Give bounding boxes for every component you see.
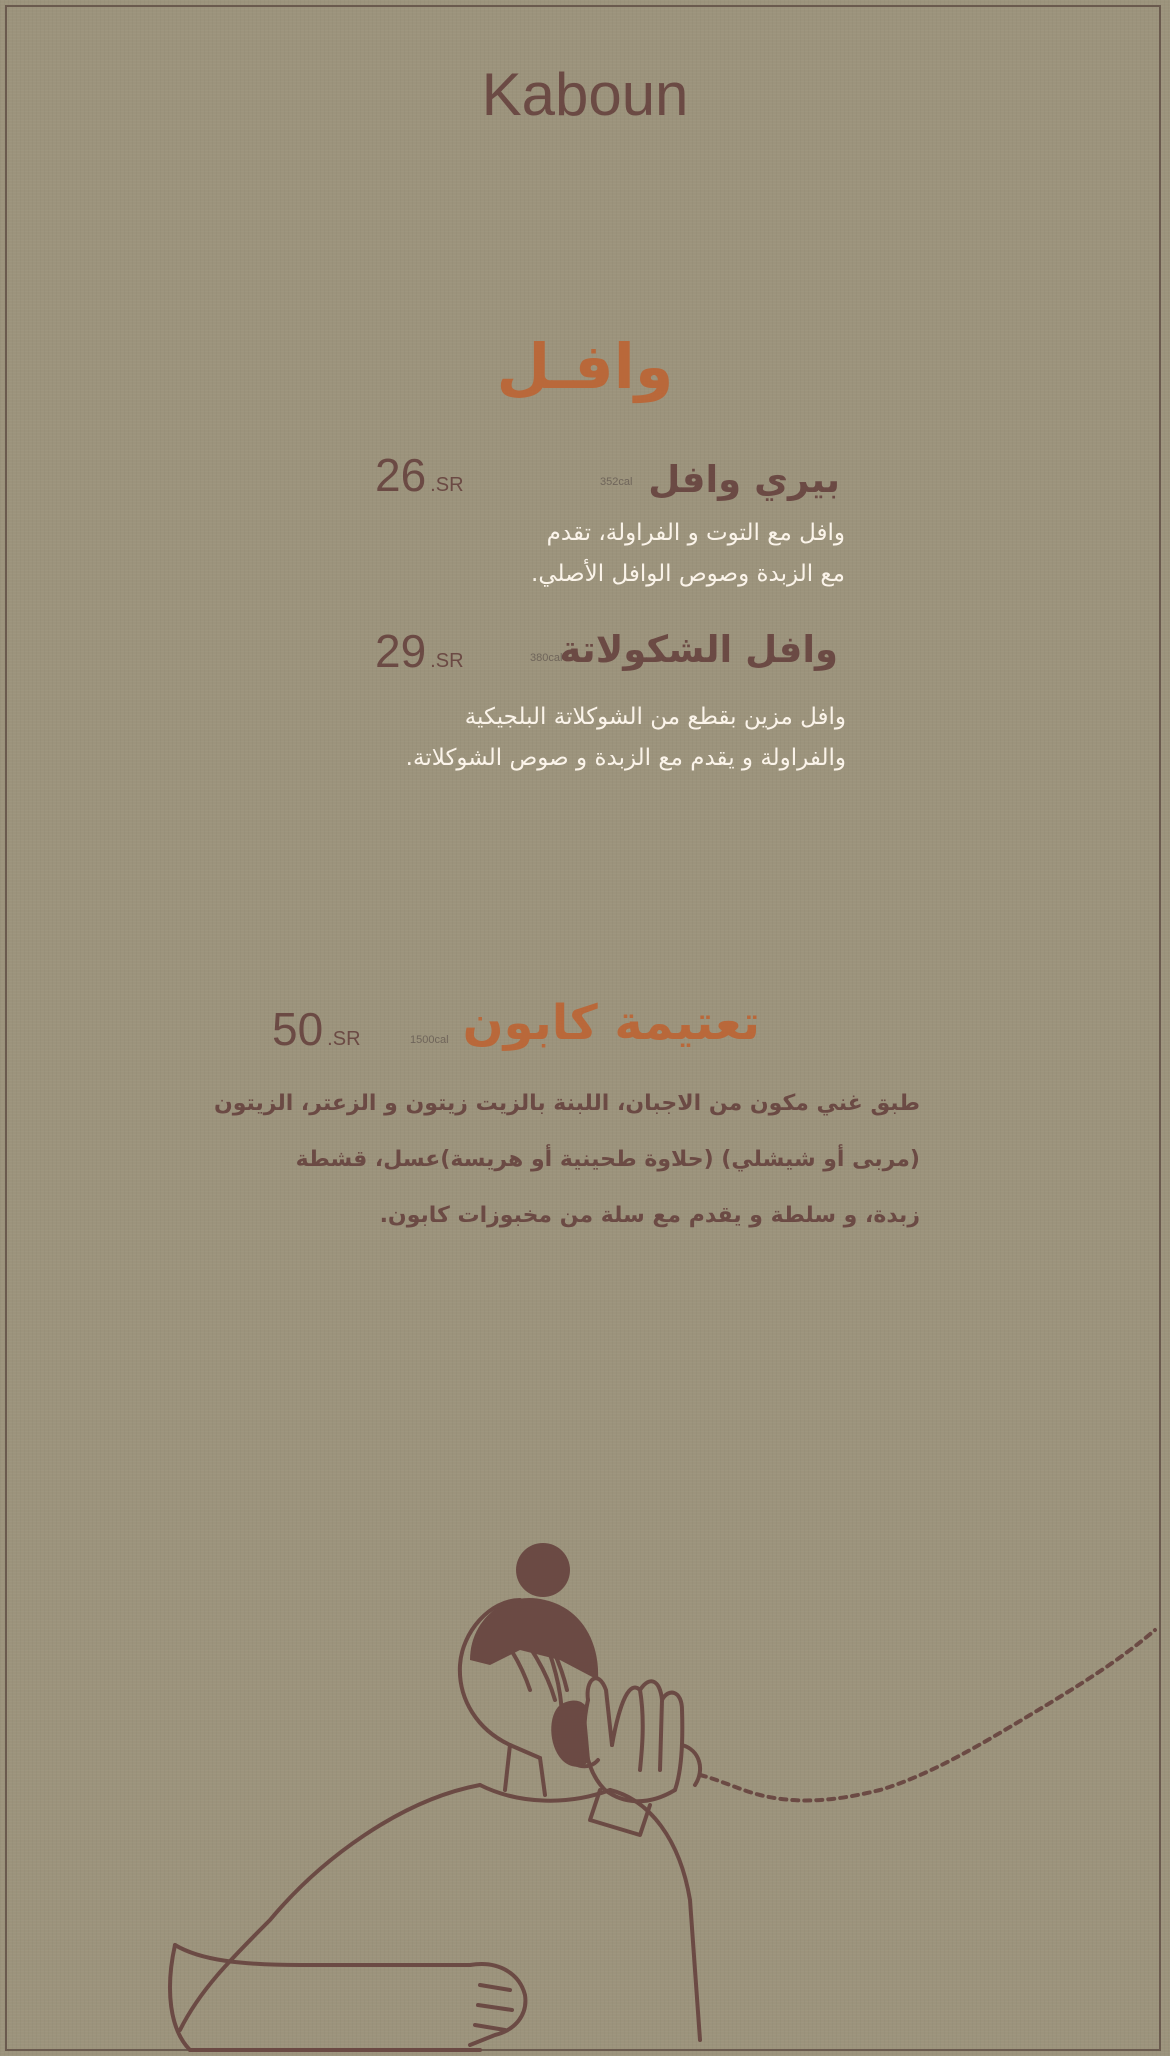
item-calories: 1500cal (410, 1034, 449, 1046)
price-value: 26 (375, 449, 427, 501)
description-line: وافل مزين بقطع من الشوكلاتة البلجيكية (464, 704, 846, 730)
description-line: مع الزبدة وصوص الوافل الأصلي. (531, 561, 845, 587)
price-value: 50 (272, 1003, 324, 1055)
price-currency: .SR (327, 1028, 361, 1050)
item-name-berry-waffle: بيري وافل (648, 458, 840, 501)
item-name-chocolate-waffle: وافل الشكولاتة (559, 628, 838, 671)
price-value: 29 (375, 625, 427, 677)
brand-logo: Kaboun (481, 61, 689, 128)
item-calories: 352cal (600, 476, 633, 488)
price-currency: .SR (430, 650, 464, 672)
description-line: وافل مع التوت و الفراولة، تقدم (546, 520, 845, 546)
description-line: (مربى أو شيشلي) (حلاوة طحينية أو هريسة)عسل، قشطة (295, 1147, 920, 1172)
price-currency: .SR (430, 474, 464, 496)
section-title-kaboun-platter: تعتيمة كابون (462, 995, 760, 1051)
description-line: زبدة، و سلطة و يقدم مع سلة من مخبوزات كابون. (379, 1203, 920, 1228)
description-line: والفراولة و يقدم مع الزبدة و صوص الشوكلاتة. (405, 745, 846, 771)
section-title-waffle: وافـل (496, 330, 674, 403)
item-calories: 380cal (530, 652, 563, 664)
description-line: طبق غني مكون من الاجبان، اللبنة بالزيت زيتون و الزعتر، الزيتون (213, 1091, 920, 1116)
